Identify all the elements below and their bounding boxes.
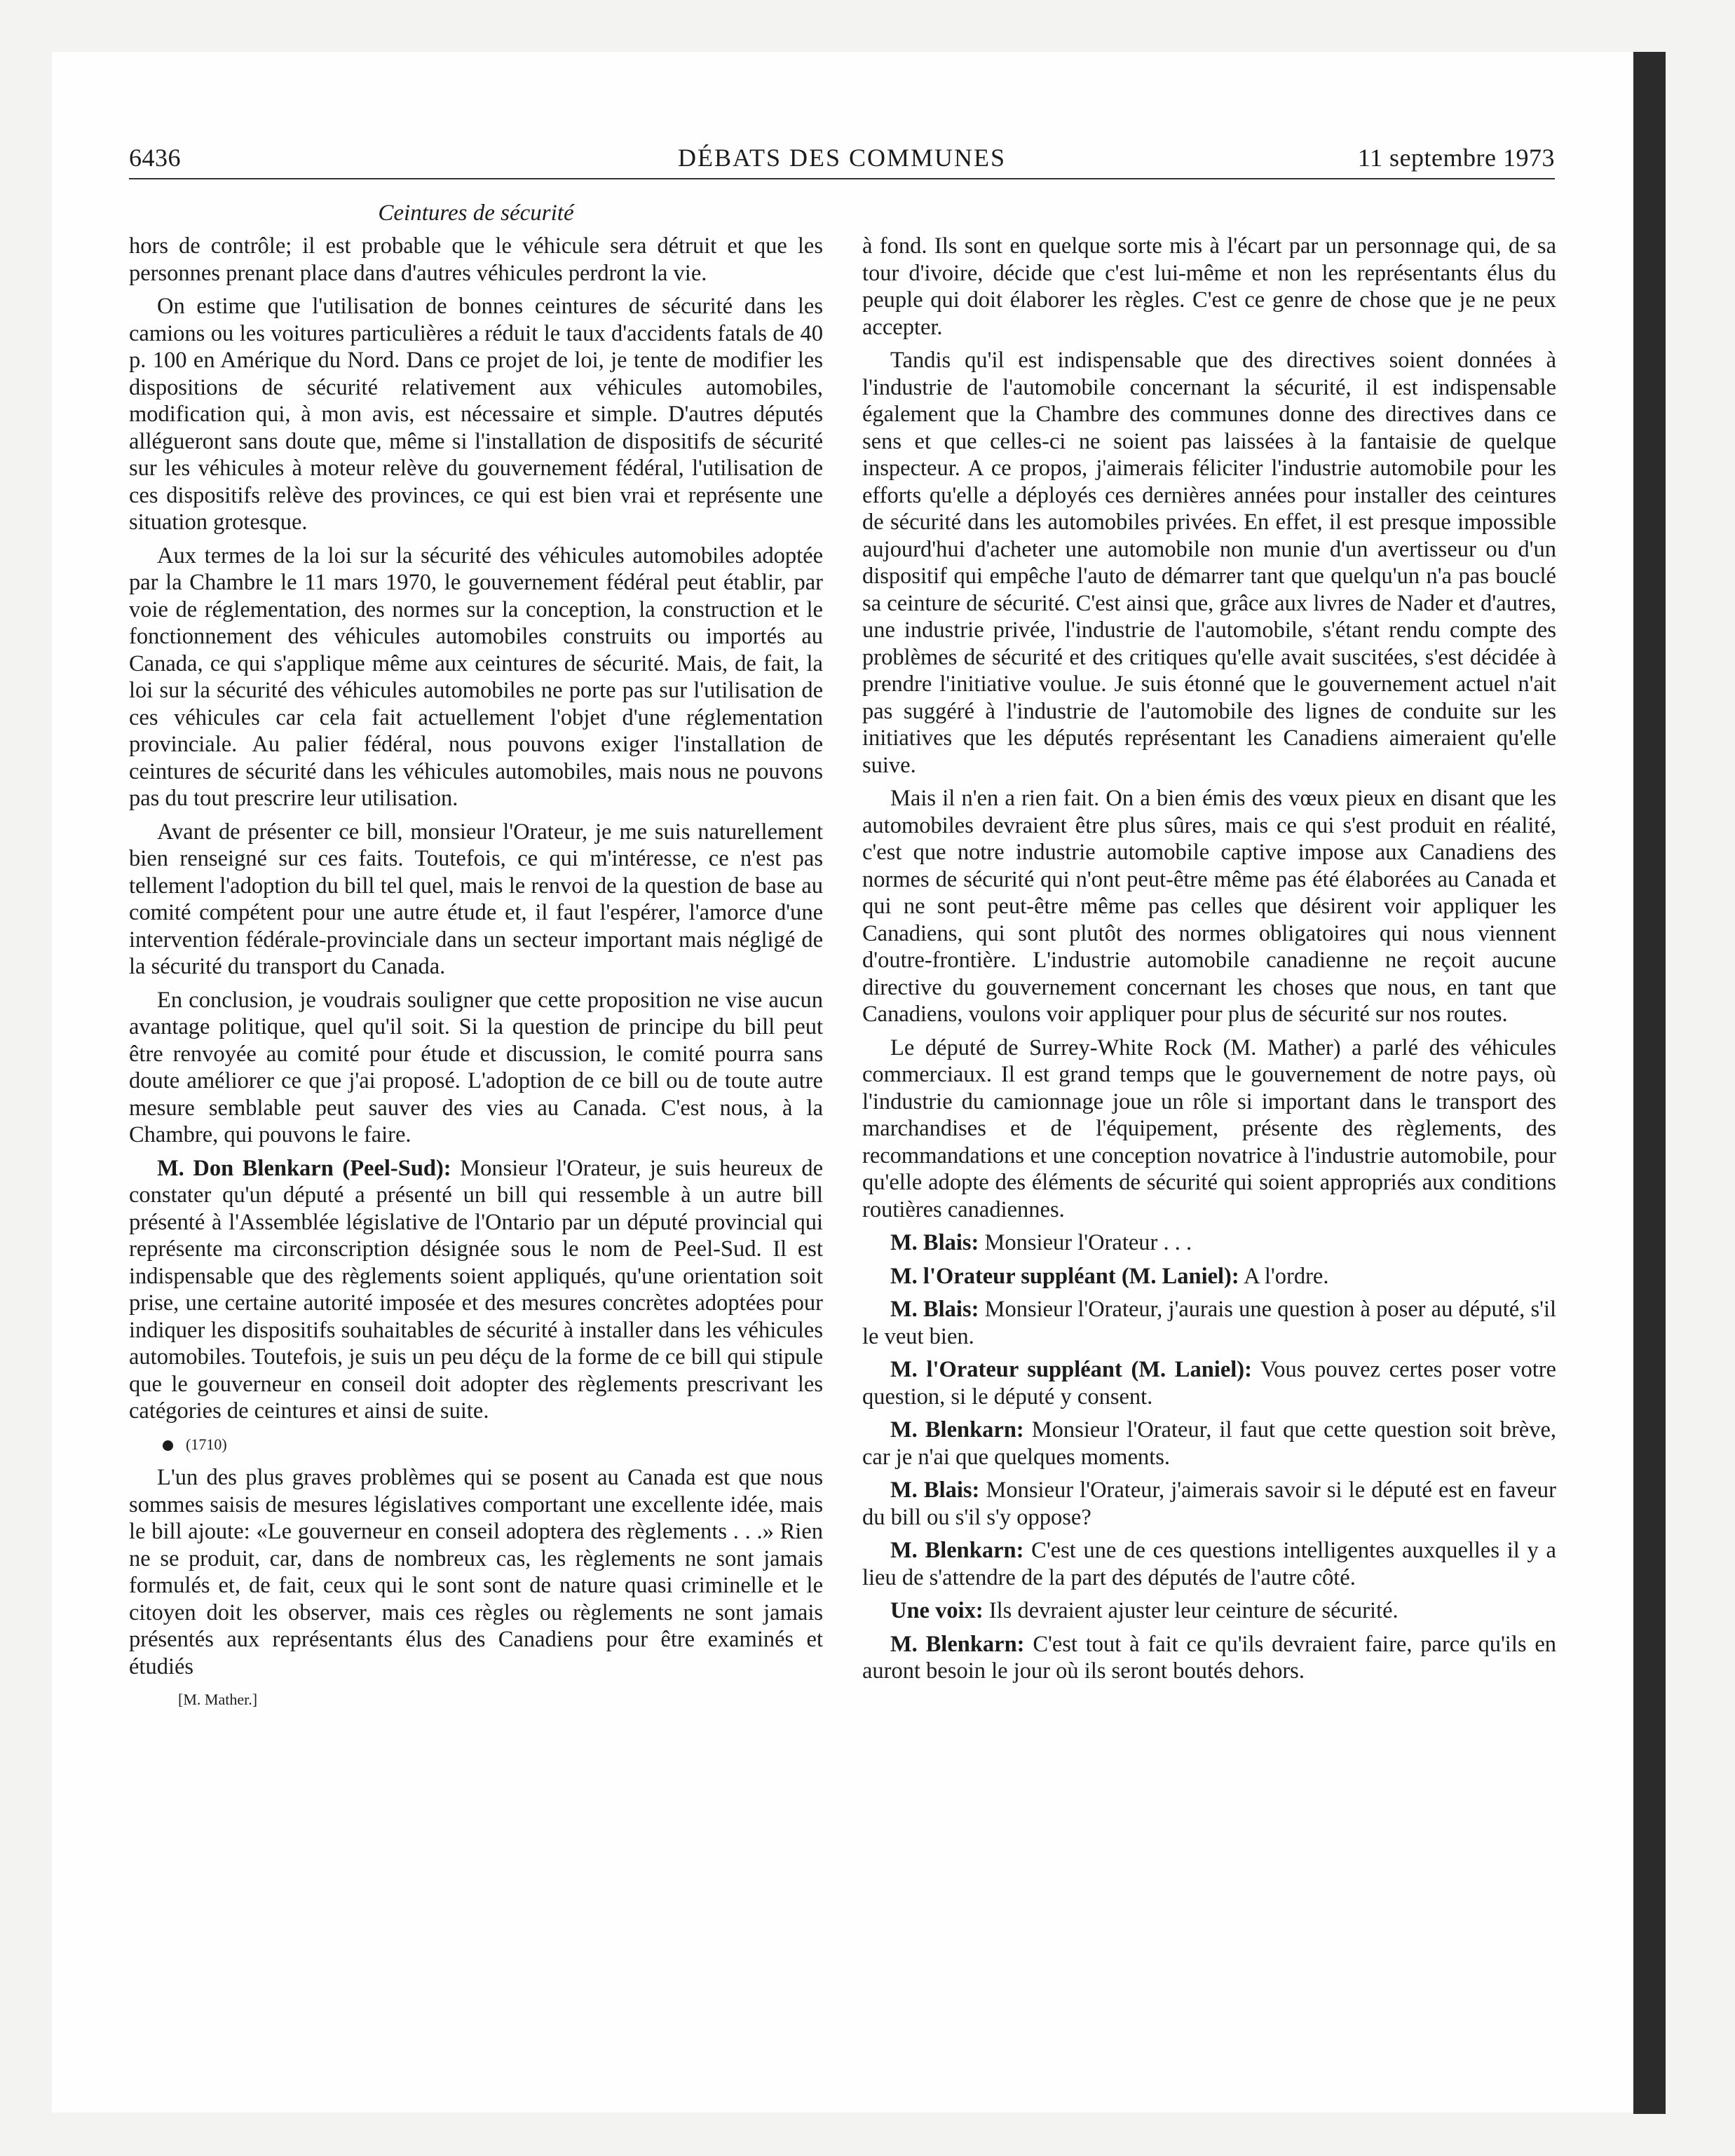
speaker-name: M. Don Blenkarn (Peel-Sud): bbox=[157, 1155, 451, 1181]
paragraph: L'un des plus graves problèmes qui se posent au Canada est que nous sommes saisis de mesures législatives comportant une excellente idée, mais le bill ajoute: «Le gouverneur en conseil adoptera des règlements . . .» Rien ne se produit, car, dans de nombreux cas, les règlements ne sont jamais formulés et, de fait, ceux qui le sont sont de nature quasi criminelle et le citoyen doit les observer, mais ces règles ou règlements ne sont jamais présentés aux représentants élus des Canadiens pour être examinés et étudiés bbox=[129, 1465, 823, 1679]
speaker-name: Une voix: bbox=[890, 1598, 984, 1623]
speaker-name: M. Blenkarn: bbox=[890, 1538, 1024, 1563]
speech-text: C'est une de ces questions intelligentes auxquelles il y a lieu de s'attendre de la part des députés de l'autre côté. bbox=[862, 1538, 1556, 1590]
speech-paragraph bbox=[129, 1155, 823, 1425]
time-marker bbox=[129, 1431, 823, 1459]
page-number: 6436 bbox=[129, 144, 181, 172]
speech-text: Ils devraient ajuster leur ceinture de sécurité. bbox=[988, 1598, 1399, 1623]
speaker-name: M. Blais: bbox=[890, 1297, 979, 1322]
paragraph: Avant de présenter ce bill, monsieur l'Orateur, je me suis naturellement bien renseigné sur ces faits. Toutefois, ce qui m'intéresse, ce n'est pas tellement l'adoption du bill tel quel, mais le renvoi de la question de base au comité compétent pour une autre étude et, il faut l'espérer, l'amorce d'une intervention fédérale-provinciale dans un secteur important mais négligé de la sécurité du transport du Canada. bbox=[129, 819, 823, 979]
speech-text: Monsieur l'Orateur, il faut que cette question soit brève, car je n'ai que quelques moments. bbox=[862, 1417, 1557, 1470]
paragraph: Mais il n'en a rien fait. On a bien émis des vœux pieux en disant que les automobiles devraient être plus sûres, mais ce qui s'est produit en réalité, c'est que notre industrie automobile captive impose aux Canadiens des normes de sécurité qui n'ont peut-être même pas été élaborées au Canada et qui ne sont peut-être même pas celles que désirent voir appliquer les Canadiens, qui sont plutôt des normes obligatoires qui nous viennent d'outre-frontière. L'industrie automobile canadienne ne reçoit aucune directive du gouvernement concernant les choses que nous, en tant que Canadiens, voulons voir appliquer pour plus de sécurité sur nos routes. bbox=[862, 786, 1556, 1027]
paragraph: En conclusion, je voudrais souligner que cette proposition ne vise aucun avantage politique, quel qu'il soit. Si la question de principe du bill peut être renvoyée au comité pour étude et discussion, le comité pourra sans doute améliorer ce que j'ai proposé. L'adoption de ce bill ou de toute autre mesure semblable peut sauver des vies au Canada. C'est nous, à la Chambre, qui pouvons le faire. bbox=[129, 987, 823, 1147]
page-date: 11 septembre 1973 bbox=[1357, 144, 1555, 172]
speech-text: A l'ordre. bbox=[1244, 1263, 1329, 1289]
binding-edge bbox=[1633, 52, 1666, 2114]
speech-paragraph bbox=[862, 1417, 1556, 1471]
speaker-name: M. Blais: bbox=[890, 1478, 980, 1503]
speech-text: C'est tout à fait ce qu'ils devraient faire, parce qu'ils en auront besoin le jour où ils seront boutés dehors. bbox=[862, 1631, 1557, 1684]
right-column bbox=[862, 233, 1556, 2069]
speech-text: Monsieur l'Orateur, j'aurais une question à poser au député, s'il le veut bien. bbox=[862, 1297, 1557, 1349]
speech-text: Monsieur l'Orateur, j'aimerais savoir si le député est en faveur du bill ou s'il s'y oppose? bbox=[862, 1478, 1556, 1530]
speech-paragraph bbox=[862, 1263, 1556, 1290]
speech-text: Vous pouvez certes poser votre question, si le député y consent. bbox=[862, 1357, 1556, 1410]
left-column bbox=[129, 233, 823, 2069]
speaker-name: M. l'Orateur suppléant (M. Laniel): bbox=[890, 1263, 1239, 1289]
publication-title: DÉBATS DES COMMUNES bbox=[677, 144, 1007, 172]
speaker-name: M. Blais: bbox=[890, 1230, 979, 1255]
bullet-dot-icon bbox=[163, 1440, 173, 1451]
page-header bbox=[129, 143, 1555, 179]
speech-paragraph bbox=[862, 1229, 1556, 1257]
speech-paragraph bbox=[862, 1631, 1556, 1685]
speaker-name: M. Blenkarn: bbox=[890, 1631, 1025, 1657]
speech-paragraph bbox=[862, 1477, 1556, 1531]
paragraph: Aux termes de la loi sur la sécurité des véhicules automobiles adoptée par la Chambre le 11 mars 1970, le gouvernement fédéral peut établir, par voie de réglementation, des normes sur la conception, la construction et le fonctionnement des véhicules automobiles construits ou importés au Canada, ce qui s'applique même aux ceintures de sécurité. Mais, de fait, la loi sur la sécurité des véhicules automobiles ne porte pas sur l'utilisation de ces véhicules car cela fait actuellement l'objet d'une réglementation provinciale. Au palier fédéral, nous pouvons exiger l'installation de ceintures de sécurité dans les véhicules automobiles, mais nous ne pouvons pas du tout prescrire leur utilisation. bbox=[129, 543, 823, 811]
speech-paragraph bbox=[862, 1356, 1556, 1410]
speech-text: Monsieur l'Orateur . . . bbox=[984, 1230, 1192, 1255]
paragraph: Tandis qu'il est indispensable que des directives soient données à l'industrie de l'automobile concernant la sécurité, il est indispensable également que la Chambre des communes donne des directives dans ce sens et que celles-ci ne soient pas laissées à la fantaisie de quelque inspecteur. A ce propos, j'aimerais féliciter l'industrie automobile pour les efforts qu'elle a déployés ces dernières années pour installer des ceintures de sécurité dans les automobiles privées. En effet, il est presque impossible aujourd'hui d'acheter une automobile non munie d'un avertisseur ou d'un dispositif qui empêche l'auto de démarrer tant que quelqu'un n'a pas bouclé sa ceinture de sécurité. C'est ainsi que, grâce aux livres de Nader et d'autres, une industrie privée, l'industrie de l'automobile, s'étant rendu compte des problèmes de sécurité et des critiques qu'elle avait suscitées, s'est décidée à prendre l'initiative voulue. Je suis étonné que le gouvernement actuel n'ait pas suggéré à l'industrie de l'automobile des lignes de conduite sur les initiatives que les députés représentant les Canadiens aimeraient qu'elle suive. bbox=[862, 348, 1556, 778]
speaker-footnote: [M. Mather.] bbox=[178, 1691, 258, 1708]
paragraph: On estime que l'utilisation de bonnes ceintures de sécurité dans les camions ou les voitures particulières a réduit le taux d'accidents fatals de 40 p. 100 en Amérique du Nord. Dans ce projet de loi, je tente de modifier les dispositions de sécurité relativement aux véhicules automobiles, modification qui, à mon avis, est nécessaire et simple. D'autres députés allégueront sans doute que, même si l'installation de dispositifs de sécurité sur les véhicules à moteur relève du gouvernement fédéral, l'utilisation de ces dispositifs relève des provinces, ce qui est bien vrai et représente une situation grotesque. bbox=[129, 294, 823, 535]
speech-paragraph bbox=[862, 1597, 1556, 1625]
speaker-name: M. l'Orateur suppléant (M. Laniel): bbox=[890, 1357, 1252, 1382]
paragraph: hors de contrôle; il est probable que le véhicule sera détruit et que les personnes prenant place dans d'autres véhicules perdront la vie. bbox=[129, 233, 823, 286]
speech-paragraph bbox=[862, 1537, 1556, 1591]
speaker-name: M. Blenkarn: bbox=[890, 1417, 1024, 1442]
header-rule bbox=[129, 178, 1555, 179]
speech-text: Monsieur l'Orateur, je suis heureux de constater qu'un député a présenté un bill qui ressemble à un autre bill présenté à l'Assemblée législative de l'Ontario par un député provincial qui représente ma circonscription désignée sous le nom de Peel-Sud. Il est indispensable que des règlements soient appliqués, qu'une orientation soit prise, une certaine autorité imposée et des mesures concrètes adoptées pour indiquer les dispositifs souhaitables de sécurité à installer dans les véhicules automobiles. Toutefois, je suis un peu déçu de la forme de ce bill qui stipule que le gouverneur en conseil doit adopter des règlements prescrivant les catégories de ceintures et ainsi de suite. bbox=[129, 1155, 824, 1424]
time-marker-text: (1710) bbox=[186, 1435, 227, 1453]
speech-paragraph bbox=[862, 1296, 1556, 1350]
section-title: Ceintures de sécurité bbox=[378, 200, 574, 226]
paragraph: Le député de Surrey-White Rock (M. Mather) a parlé des véhicules commerciaux. Il est grand temps que le gouvernement de notre pays, où l'industrie du camionnage joue un rôle si important dans le transport des marchandises et de l'équipement, présente des règlements, des recommandations et une conception novatrice à l'industrie automobile, pour qu'elle adopte des éléments de sécurité qui soient appropriés aux conditions routières canadiennes. bbox=[862, 1035, 1556, 1222]
paragraph: à fond. Ils sont en quelque sorte mis à l'écart par un personnage qui, de sa tour d'ivoire, décide que c'est lui-même et non les représentants élus du peuple qui doit élaborer les règles. C'est ce genre de chose que je ne peux accepter. bbox=[862, 233, 1556, 340]
